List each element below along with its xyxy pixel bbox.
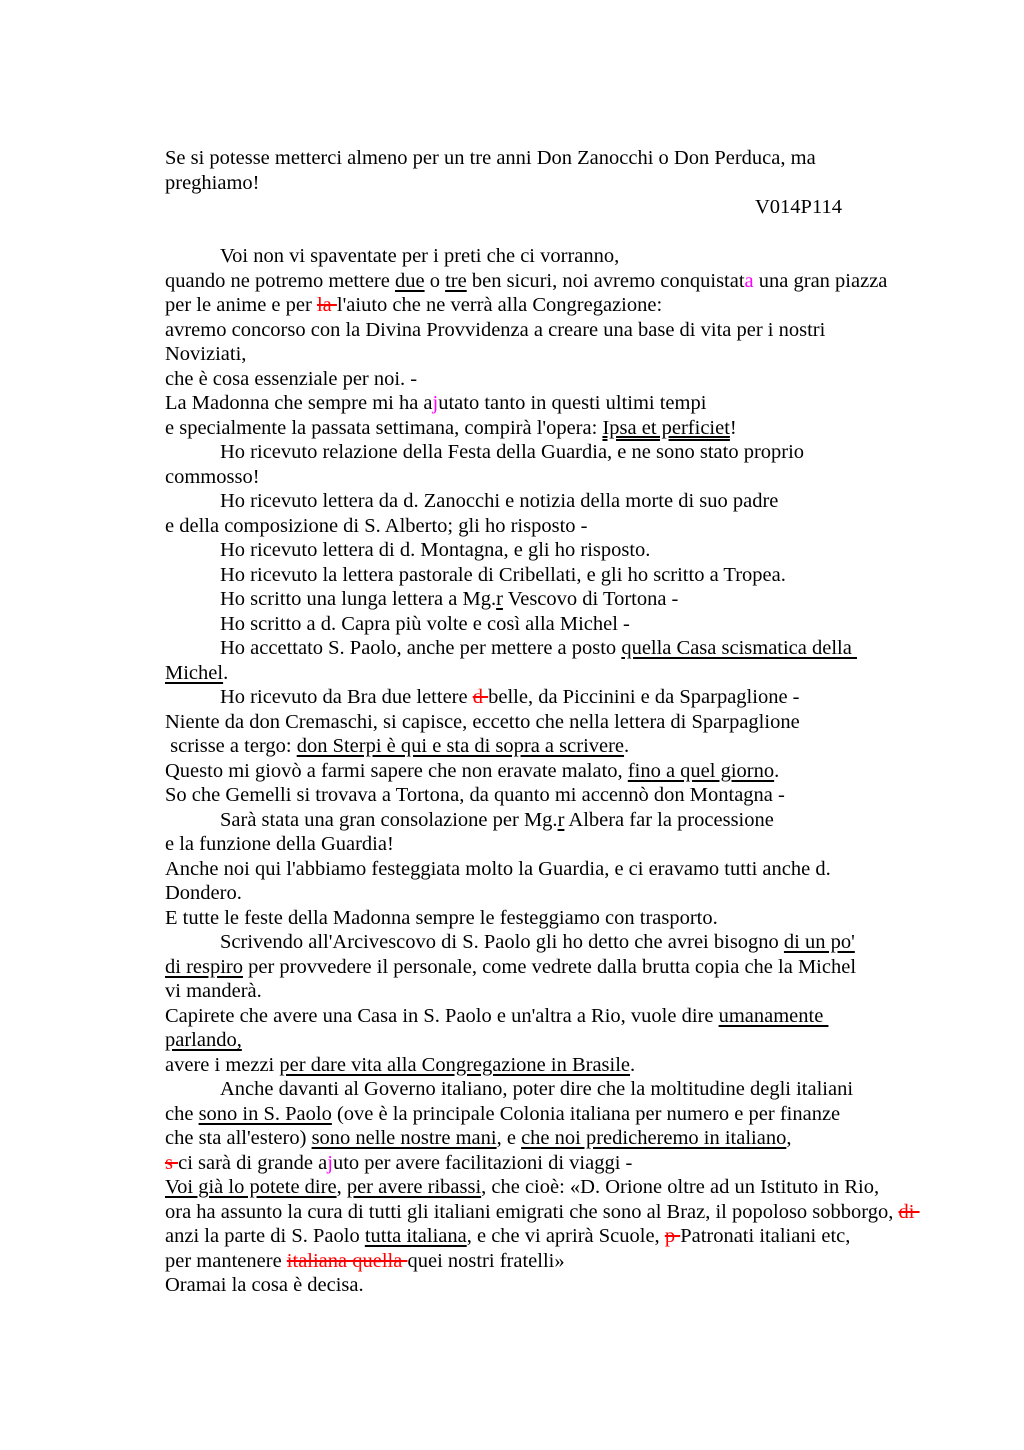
document-line <box>165 881 985 906</box>
text-segment: Ho ricevuto lettera da d. Zanocchi e notizia della morte di suo padre <box>220 490 779 512</box>
text-segment: Patronati italiani etc, <box>680 1225 851 1247</box>
document-line <box>165 244 985 269</box>
underlined-text: fino a quel giorno <box>627 759 775 782</box>
text-segment: Noviziati, <box>165 343 247 365</box>
text-segment: Ho scritto a d. Capra più volte e così alla Michel - <box>220 612 630 635</box>
inserted-character: a <box>744 269 754 292</box>
document-line <box>165 1200 985 1225</box>
deleted-text: p <box>664 1225 681 1247</box>
document-line <box>165 1273 985 1298</box>
text-segment: , <box>336 1176 347 1198</box>
document-line <box>165 563 985 588</box>
text-segment: preghiamo! <box>165 171 260 194</box>
text-segment: vi manderà. <box>165 980 262 1002</box>
document-line <box>165 636 985 661</box>
text-segment: (ove è la principale Colonia italiana per numero e per finanze <box>331 1102 841 1125</box>
document-line <box>165 146 985 171</box>
text-segment: che è cosa essenziale per noi. - <box>165 367 418 390</box>
text-segment: , e che vi aprirà Scuole, <box>466 1225 665 1247</box>
document-line <box>165 587 985 612</box>
text-segment: per le anime e per <box>165 294 317 316</box>
document-line <box>165 955 985 980</box>
underlined-text: parlando, <box>165 1029 242 1051</box>
text-segment: V014P114 <box>755 196 842 218</box>
text-segment: una gran piazza <box>753 269 888 292</box>
underlined-text: r <box>496 588 503 610</box>
text-segment: , e <box>496 1127 522 1149</box>
text-segment: Ho ricevuto relazione della Festa della Guardia, e ne sono stato proprio <box>220 441 805 463</box>
deleted-text: d <box>472 686 489 708</box>
document-line <box>165 930 985 955</box>
text-segment: Capirete che avere una Casa in S. Paolo e un'altra a Rio, vuole dire <box>165 1004 719 1027</box>
text-segment: belle, da Piccinini e da Sparpaglione - <box>488 686 800 708</box>
document-line <box>165 391 985 416</box>
document-line <box>165 489 985 514</box>
inserted-character: j <box>327 1151 333 1174</box>
text-segment: Ho scritto una lunga lettera a Mg. <box>220 588 497 610</box>
document-line <box>165 734 985 759</box>
document-line <box>165 318 985 343</box>
document-line <box>165 906 985 931</box>
document-line <box>165 857 985 882</box>
underlined-text: tutta italiana <box>364 1225 467 1247</box>
text-segment: . <box>630 1053 636 1076</box>
document-line <box>165 220 985 245</box>
underlined-text: Voi già lo potete dire <box>165 1176 337 1198</box>
text-segment: avremo concorso con la Divina Provvidenza a creare una base di vita per i nostri <box>165 318 826 341</box>
text-segment: Anche davanti al Governo italiano, poter dire che la moltitudine degli italiani <box>220 1078 854 1100</box>
inserted-character: j <box>432 392 439 414</box>
text-segment: anzi la parte di S. Paolo <box>165 1225 365 1247</box>
document-line <box>165 1224 985 1249</box>
text-segment: Anche noi qui l'abbiamo festeggiata molto la Guardia, e ci eravamo tutti anche d. <box>165 857 831 880</box>
document-line <box>165 1077 985 1102</box>
document-line <box>165 759 985 784</box>
underlined-text: Michel <box>165 661 224 684</box>
document-line <box>165 1028 985 1053</box>
document-line <box>165 514 985 539</box>
document-line <box>165 440 985 465</box>
text-segment: Vescovo di Tortona - <box>502 588 679 610</box>
text-segment: per mantenere <box>165 1249 287 1272</box>
text-segment: quando ne potremo mettere <box>165 269 395 292</box>
text-segment: Voi non vi spaventate per i preti che ci vorranno, <box>220 245 620 267</box>
underlined-text: sono in S. Paolo <box>198 1102 332 1125</box>
deleted-text: di <box>898 1200 920 1223</box>
document-line <box>165 612 985 637</box>
document-line <box>165 979 985 1004</box>
document-line <box>165 416 985 441</box>
deleted-text: s <box>165 1151 179 1174</box>
text-segment: . <box>774 759 780 782</box>
document-line <box>165 293 985 318</box>
double-underlined-text: Ipsa et perficiet <box>602 416 730 439</box>
document-line <box>165 465 985 490</box>
text-segment: ! <box>729 416 737 439</box>
document-line <box>165 1004 985 1029</box>
underlined-text: quella Casa scismatica della <box>621 637 857 659</box>
document-line <box>165 710 985 735</box>
text-segment: ci sarà di grande a <box>178 1151 328 1174</box>
underlined-text: sono nelle nostre mani <box>311 1127 497 1149</box>
underlined-text: per dare vita alla Congregazione in Brasile <box>279 1053 631 1076</box>
underlined-text: tre <box>445 269 467 292</box>
text-segment: quei nostri fratelli» <box>407 1249 565 1272</box>
text-segment: Ho ricevuto lettera di d. Montagna, e gli ho risposto. <box>220 539 651 561</box>
underlined-text: di un po' <box>783 931 855 953</box>
text-segment: . <box>624 735 630 757</box>
underlined-text: r <box>557 808 565 831</box>
text-segment: Ho ricevuto la lettera pastorale di Cribellati, e gli ho scritto a Tropea. <box>220 563 786 586</box>
document-body <box>165 146 985 1298</box>
document-line <box>165 1126 985 1151</box>
underlined-text: due <box>394 269 425 292</box>
text-segment: La Madonna che sempre mi ha a <box>165 392 433 414</box>
underlined-text: don Sterpi è qui e sta di sopra a scrivere <box>296 735 625 757</box>
text-segment: , che cioè: «D. Orione oltre ad un Istituto in Rio, <box>481 1176 880 1198</box>
deleted-text: la <box>316 294 337 316</box>
text-segment: Albera far la processione <box>564 808 774 831</box>
text-segment: Questo mi giovò a farmi sapere che non eravate malato, <box>165 759 628 782</box>
document-line <box>165 538 985 563</box>
text-segment: Dondero. <box>165 882 242 904</box>
document-line <box>165 1249 985 1274</box>
document-line <box>165 367 985 392</box>
text-segment: l'aiuto che ne verrà alla Congregazione: <box>336 294 663 316</box>
underlined-text: che noi predicheremo in italiano <box>521 1127 787 1149</box>
text-segment: Sarà stata una gran consolazione per Mg. <box>220 808 558 831</box>
text-segment: Ho accettato S. Paolo, anche per mettere a posto <box>220 637 622 659</box>
text-segment: utato tanto in questi ultimi tempi <box>438 392 707 414</box>
text-segment: e della composizione di S. Alberto; gli ho risposto - <box>165 514 588 537</box>
text-segment: commosso! <box>165 465 260 488</box>
text-segment: Ho ricevuto da Bra due lettere <box>220 686 473 708</box>
reference-code <box>165 195 985 220</box>
text-segment: e la funzione della Guardia! <box>165 833 394 855</box>
document-line <box>165 171 985 196</box>
text-segment: , <box>786 1127 792 1149</box>
document-line <box>165 832 985 857</box>
text-segment: Oramai la cosa è decisa. <box>165 1274 364 1296</box>
text-segment: e specialmente la passata settimana, compirà l'opera: <box>165 416 603 439</box>
text-segment: Se si potesse metterci almeno per un tre anni Don Zanocchi o Don Perduca, ma <box>165 147 816 169</box>
text-segment: scrisse a tergo: <box>165 735 297 757</box>
text-segment: Scrivendo all'Arcivescovo di S. Paolo gli ho detto che avrei bisogno <box>220 931 784 953</box>
text-segment: per provvedere il personale, come vedrete dalla brutta copia che la Michel <box>243 955 857 978</box>
document-line <box>165 1053 985 1078</box>
text-segment: ora ha assunto la cura di tutti gli italiani emigrati che sono al Braz, il popoloso sobborgo, <box>165 1200 899 1223</box>
deleted-text: italiana quella <box>286 1249 408 1272</box>
underlined-text: di respiro <box>165 955 243 978</box>
text-segment: . <box>223 661 229 684</box>
underlined-text: per avere ribassi <box>346 1176 482 1198</box>
document-line <box>165 1151 985 1176</box>
text-segment: o <box>424 269 446 292</box>
document-line <box>165 808 985 833</box>
document-line <box>165 685 985 710</box>
document-line <box>165 269 985 294</box>
underlined-text: umanamente <box>718 1004 829 1027</box>
text-segment: Niente da don Cremaschi, si capisce, eccetto che nella lettera di Sparpaglione <box>165 710 800 733</box>
document-line <box>165 661 985 686</box>
text-segment: So che Gemelli si trovava a Tortona, da quanto mi accennò don Montagna - <box>165 784 785 806</box>
document-line <box>165 342 985 367</box>
text-segment: che <box>165 1102 199 1125</box>
text-segment: ben sicuri, noi avremo conquistat <box>466 269 745 292</box>
text-segment: E tutte le feste della Madonna sempre le festeggiamo con trasporto. <box>165 906 718 929</box>
document-line <box>165 1102 985 1127</box>
text-segment: che sta all'estero) <box>165 1127 312 1149</box>
text-segment: uto per avere facilitazioni di viaggi - <box>332 1151 633 1174</box>
text-segment: avere i mezzi <box>165 1053 280 1076</box>
document-line <box>165 783 985 808</box>
document-line <box>165 1175 985 1200</box>
